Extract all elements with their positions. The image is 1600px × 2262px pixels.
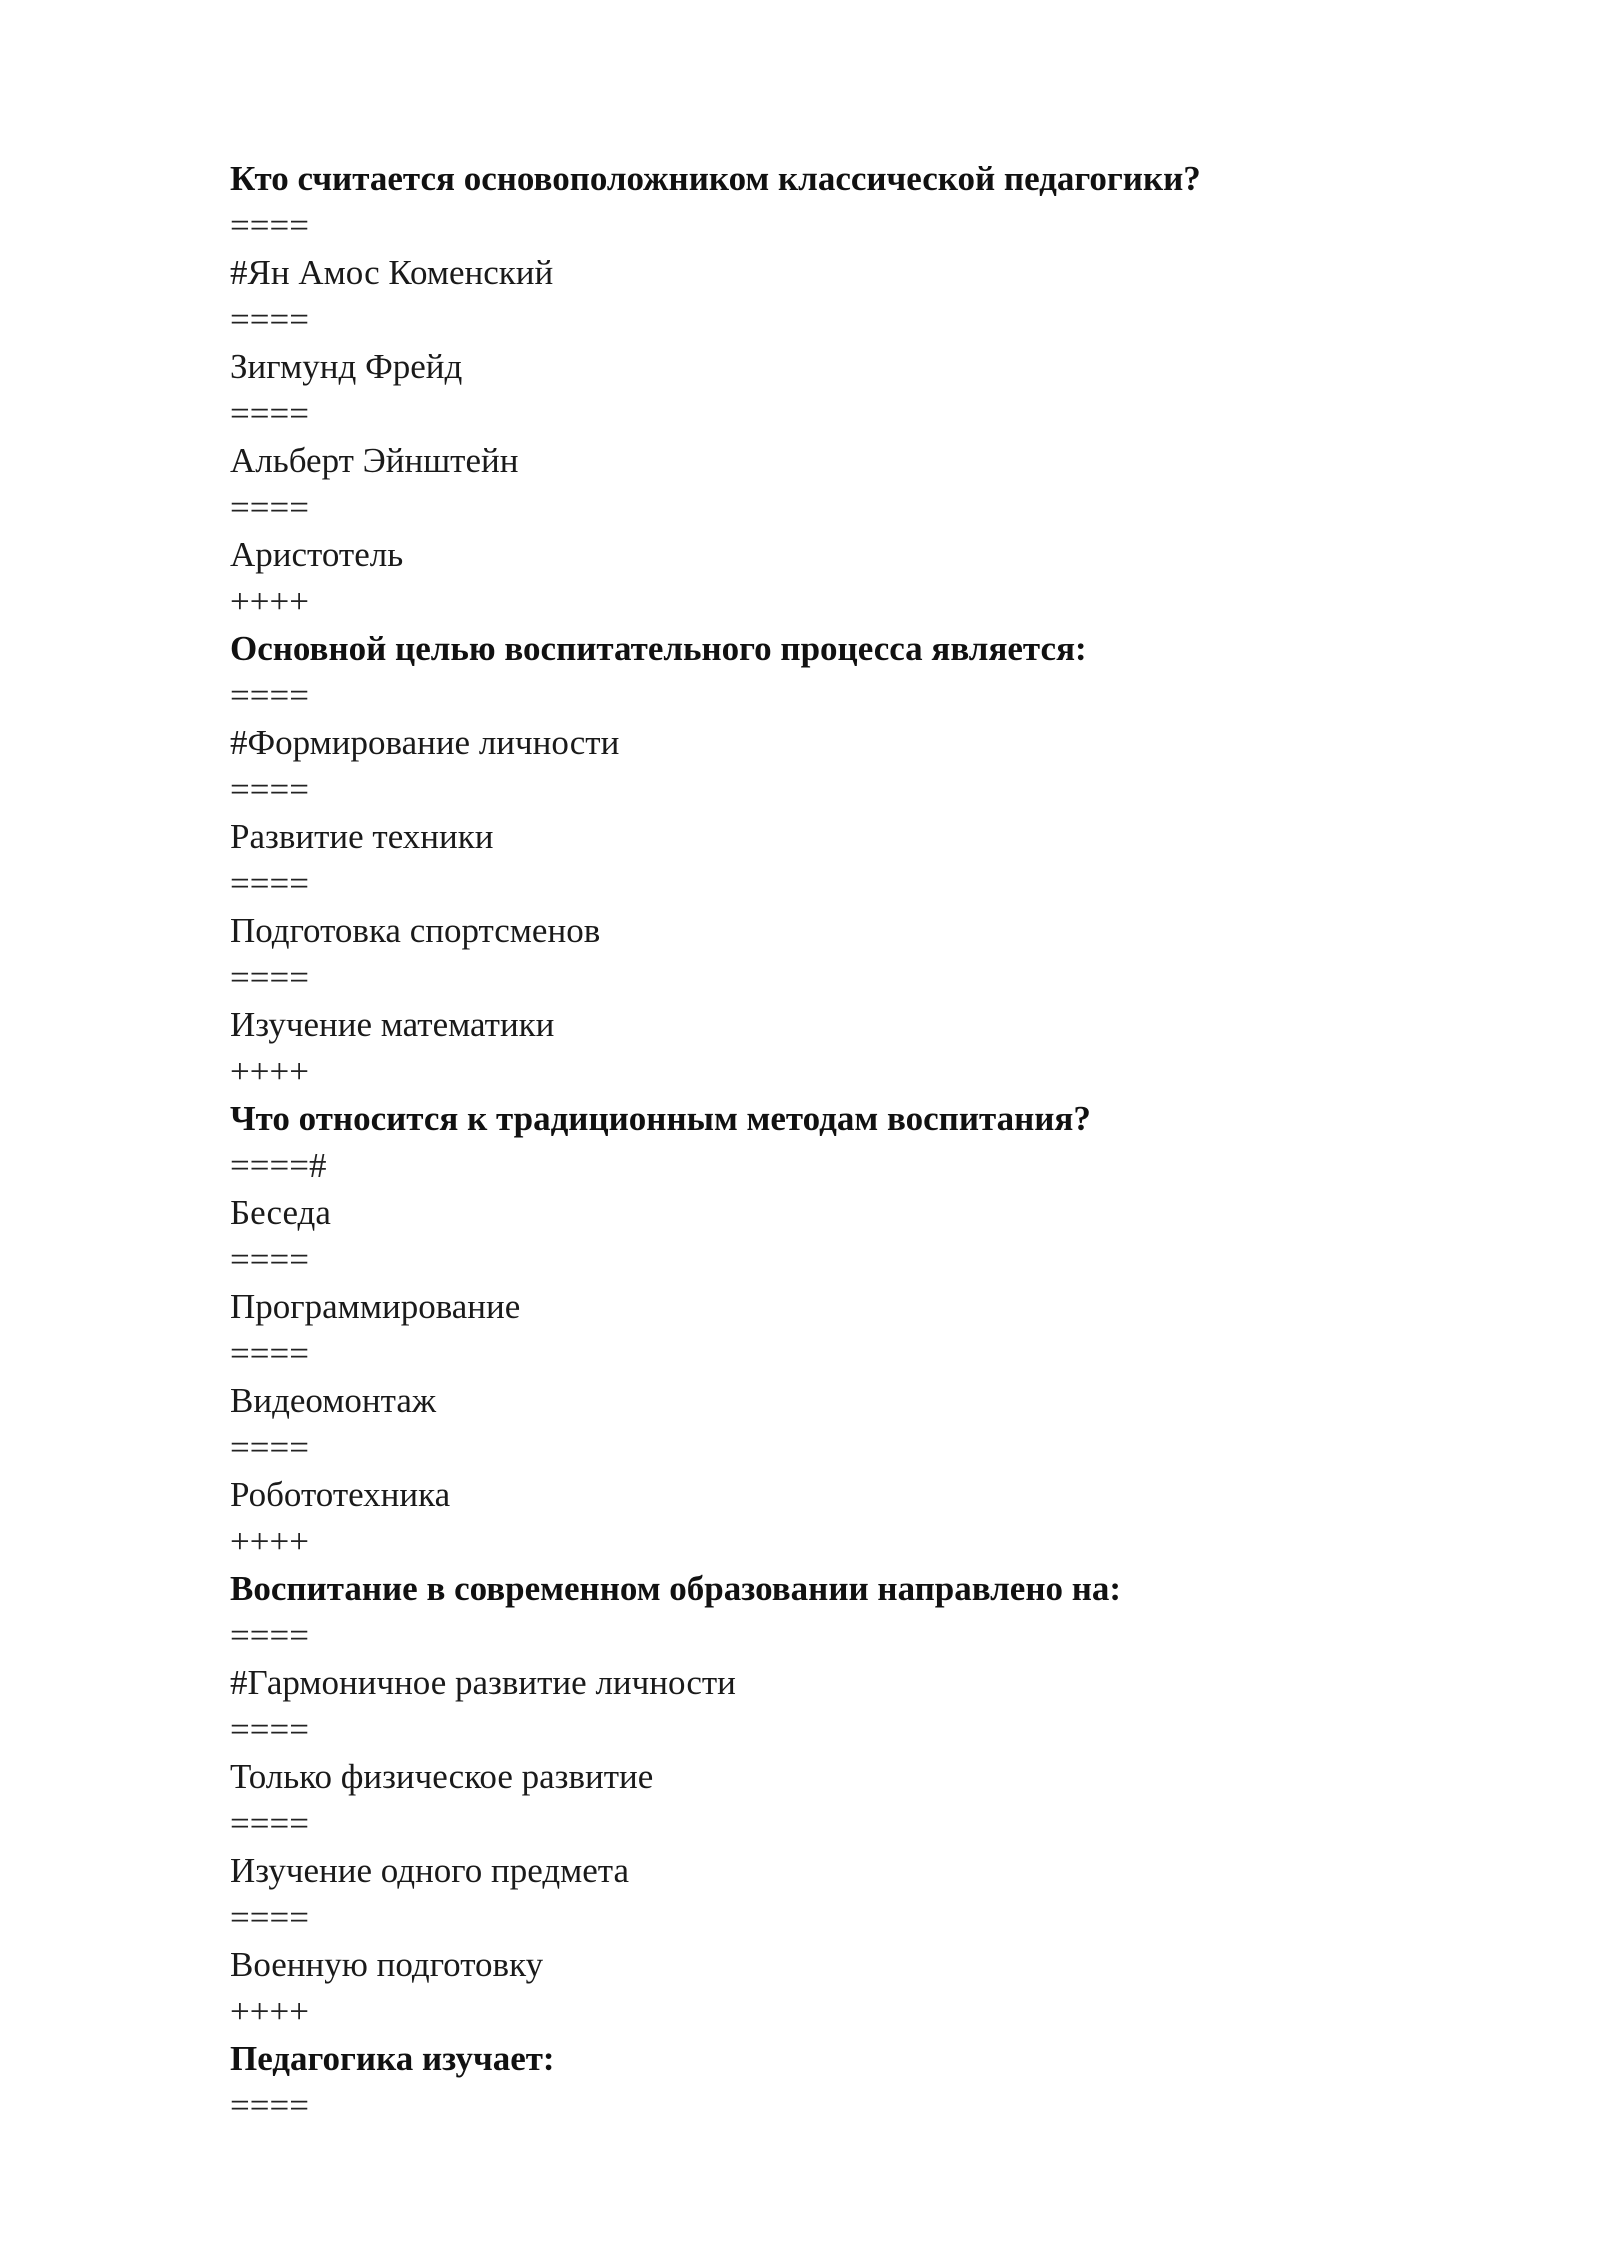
- question-end-marker: ++++: [230, 1052, 309, 1091]
- question-2: Основной целью воспитательного процесса является:: [230, 629, 1087, 668]
- separator: ====: [230, 676, 309, 715]
- answer-option: Развитие техники: [230, 817, 494, 856]
- answer-option: Зигмунд Фрейд: [230, 347, 463, 386]
- separator: ====: [230, 488, 309, 527]
- separator: ====: [230, 1898, 309, 1937]
- quiz-text-body: [230, 155, 1430, 2129]
- answer-option: #Формирование личности: [230, 723, 620, 762]
- answer-option: Только физическое развитие: [230, 1757, 654, 1796]
- question-5: Педагогика изучает:: [230, 2039, 555, 2078]
- separator: ====: [230, 1240, 309, 1279]
- answer-option: Изучение одного предмета: [230, 1851, 630, 1890]
- separator: ====: [230, 300, 309, 339]
- question-4: Воспитание в современном образовании направлено на:: [230, 1569, 1122, 1608]
- separator: ====: [230, 206, 309, 245]
- answer-option: Военную подготовку: [230, 1945, 544, 1984]
- separator: ====: [230, 1804, 309, 1843]
- answer-option: #Гармоничное развитие личности: [230, 1663, 736, 1702]
- answer-option: Аристотель: [230, 535, 404, 574]
- separator: ====: [230, 394, 309, 433]
- separator: ====: [230, 1334, 309, 1373]
- answer-option: #Ян Амос Коменский: [230, 253, 554, 292]
- question-3: Что относится к традиционным методам воспитания?: [230, 1099, 1091, 1138]
- separator: ====: [230, 1710, 309, 1749]
- answer-option: Изучение математики: [230, 1005, 555, 1044]
- separator: ====: [230, 1428, 309, 1467]
- answer-option: Робототехника: [230, 1475, 451, 1514]
- answer-option: Видеомонтаж: [230, 1381, 437, 1420]
- question-end-marker: ++++: [230, 1992, 309, 2031]
- separator: ====: [230, 1616, 309, 1655]
- answer-option: Подготовка спортсменов: [230, 911, 601, 950]
- answer-option: Альберт Эйнштейн: [230, 441, 519, 480]
- question-1: Кто считается основоположником классической педагогики?: [230, 159, 1201, 198]
- question-end-marker: ++++: [230, 582, 309, 621]
- answer-option: Программирование: [230, 1287, 521, 1326]
- separator: ====: [230, 2086, 309, 2125]
- separator: ====: [230, 864, 309, 903]
- answer-option: Беседа: [230, 1193, 331, 1232]
- question-end-marker: ++++: [230, 1522, 309, 1561]
- separator: ====: [230, 958, 309, 997]
- separator: ====: [230, 770, 309, 809]
- separator: ====#: [230, 1146, 327, 1185]
